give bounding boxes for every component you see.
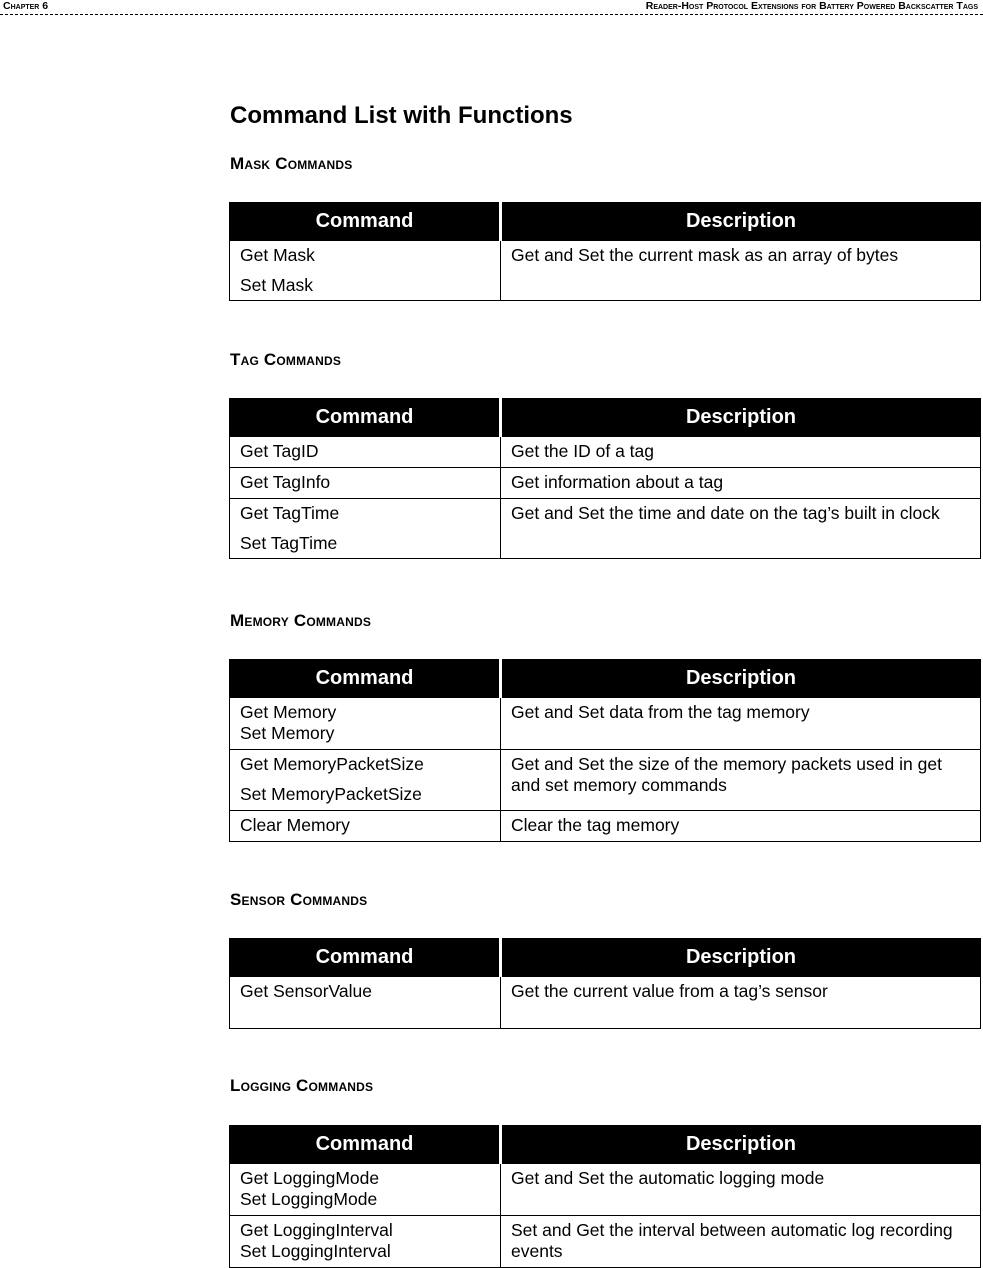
command-cell: [230, 437, 501, 468]
table-row: [230, 750, 981, 811]
column-header-command: Command: [230, 1126, 501, 1164]
command-cell: [230, 499, 501, 559]
description-cell: Get the current value from a tag’s sensor: [501, 977, 981, 1029]
description-cell: Get and Set the time and date on the tag’s built in clock: [501, 499, 981, 559]
running-title: Reader-Host Protocol Extensions for Battery Powered Backscatter Tags: [645, 0, 978, 12]
command-name: Get LoggingMode: [240, 1168, 380, 1188]
command-cell: [230, 468, 501, 499]
column-header-command: Command: [230, 660, 501, 698]
command-name: Get MemoryPacketSize: [240, 754, 424, 774]
command-name: Get SensorValue: [240, 981, 372, 1001]
command-name: Set Mask: [240, 275, 313, 295]
column-header-command: Command: [230, 939, 501, 977]
table-row: [230, 1216, 981, 1268]
command-name: Get Memory: [240, 702, 337, 722]
sensor-commands-heading: Sensor Commands: [230, 890, 368, 909]
column-header-description: Description: [501, 939, 981, 977]
table-row: [230, 241, 981, 301]
table-row: [230, 468, 981, 499]
table-header-row: [230, 660, 981, 698]
command-name: Set LoggingMode: [240, 1189, 378, 1209]
command-cell: [230, 698, 501, 750]
description-cell: Get information about a tag: [501, 468, 981, 499]
table-row: [230, 437, 981, 468]
memory-commands-heading: Memory Commands: [230, 611, 372, 630]
description-cell: Clear the tag memory: [501, 811, 981, 842]
table-header-row: [230, 399, 981, 437]
command-name: Get TagID: [240, 441, 319, 461]
column-header-description: Description: [501, 399, 981, 437]
description-cell: Get and Set data from the tag memory: [501, 698, 981, 750]
description-cell: Get and Set the automatic logging mode: [501, 1164, 981, 1216]
tag-commands-heading: Tag Commands: [230, 350, 342, 369]
table-row: [230, 499, 981, 559]
command-name: Set Memory: [240, 723, 335, 743]
table-row: [230, 1164, 981, 1216]
command-cell: [230, 1164, 501, 1216]
column-header-command: Command: [230, 203, 501, 241]
mask-commands-table: [229, 202, 981, 301]
command-name: Get TagTime: [240, 503, 340, 523]
command-cell: [230, 750, 501, 811]
tag-commands-table: [229, 398, 981, 559]
column-header-description: Description: [501, 203, 981, 241]
command-cell: [230, 241, 501, 301]
command-name: Get Mask: [240, 245, 315, 265]
command-name: Clear Memory: [240, 815, 350, 835]
command-cell: [230, 1216, 501, 1268]
memory-commands-table: [229, 659, 981, 842]
table-row: [230, 698, 981, 750]
chapter-label: Chapter 6: [3, 0, 49, 12]
table-row: [230, 811, 981, 842]
command-cell: [230, 977, 501, 1029]
table-header-row: [230, 203, 981, 241]
table-header-row: [230, 1126, 981, 1164]
command-name: Set MemoryPacketSize: [240, 784, 422, 804]
command-cell: [230, 811, 501, 842]
page-header: [0, 0, 983, 15]
logging-commands-table: [229, 1125, 981, 1268]
command-name: Get TagInfo: [240, 472, 331, 492]
column-header-command: Command: [230, 399, 501, 437]
sensor-commands-table: [229, 938, 981, 1029]
command-name: Set TagTime: [240, 533, 338, 553]
page-title: Command List with Functions: [230, 102, 573, 129]
command-name: Set LoggingInterval: [240, 1241, 391, 1261]
command-name: Get LoggingInterval: [240, 1220, 393, 1240]
description-cell: Get and Set the current mask as an array of bytes: [501, 241, 981, 301]
column-header-description: Description: [501, 660, 981, 698]
table-row: [230, 977, 981, 1029]
column-header-description: Description: [501, 1126, 981, 1164]
logging-commands-heading: Logging Commands: [230, 1076, 374, 1095]
mask-commands-heading: Mask Commands: [230, 154, 353, 173]
description-cell: Get and Set the size of the memory packets used in get and set memory commands: [501, 750, 981, 811]
description-cell: Get the ID of a tag: [501, 437, 981, 468]
table-header-row: [230, 939, 981, 977]
description-cell: Set and Get the interval between automatic log recording events: [501, 1216, 981, 1268]
